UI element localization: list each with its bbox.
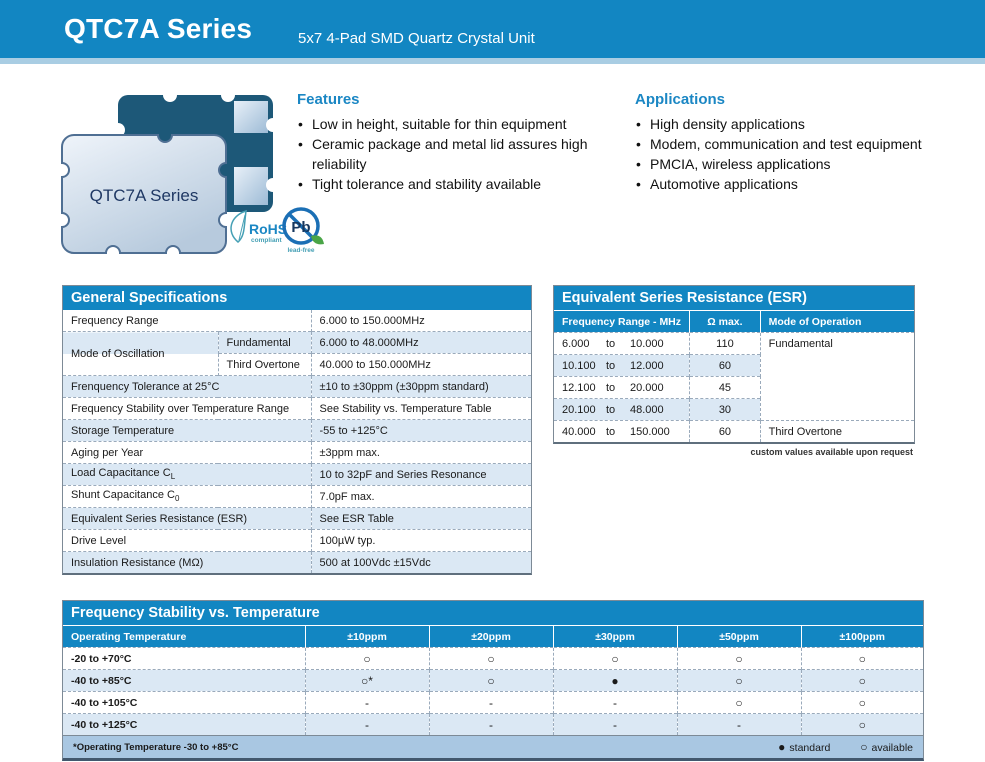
availability-mark: - [553, 692, 677, 714]
legend-available: ○ available [860, 740, 913, 754]
table-row [63, 670, 923, 692]
table-row [63, 486, 531, 508]
availability-mark: ○ [677, 692, 801, 714]
chip-front [62, 135, 226, 253]
table-row [63, 552, 531, 574]
esr-range: 40.000 to 150.000 [554, 421, 690, 443]
table-header-row [63, 626, 923, 648]
availability-mark: ● [553, 670, 677, 692]
esr-ohm: 30 [690, 399, 760, 421]
temp-range: -40 to +85°C [63, 670, 305, 692]
table-row [63, 692, 923, 714]
availability-mark: ○ [677, 648, 801, 670]
spec-sublabel: Fundamental [218, 332, 311, 354]
table-row [63, 310, 531, 332]
features-heading: Features [297, 91, 360, 108]
esr-table [553, 285, 915, 444]
availability-mark: ○ [801, 692, 923, 714]
leaf-icon [231, 211, 246, 242]
spec-label: Frequency Stability over Temperature Range [63, 398, 311, 420]
availability-mark: - [553, 714, 677, 736]
table-row [63, 464, 531, 486]
spec-label: Aging per Year [63, 442, 311, 464]
rohs-text: RoHS [249, 221, 288, 237]
lead-free-text: lead-free [287, 247, 315, 254]
spec-label: Frenquency Tolerance at 25°C [63, 376, 311, 398]
stability-grid [63, 626, 923, 735]
column-header: ±50ppm [677, 626, 801, 648]
leaf-icon [311, 235, 324, 244]
spec-value: 6.000 to 150.000MHz [311, 310, 531, 332]
table-row [63, 376, 531, 398]
temp-range: -40 to +125°C [63, 714, 305, 736]
table-row [554, 333, 914, 355]
spec-label: Shunt Capacitance $C_0$ [63, 486, 311, 508]
esr-ohm: 60 [690, 421, 760, 443]
spec-label: Mode of Oscillation [63, 332, 218, 376]
applications-section [635, 91, 983, 194]
pb-symbol: Pb [291, 219, 311, 236]
esr-range: 12.100 to 20.000 [554, 377, 690, 399]
esr-mode: Third Overtone [760, 421, 914, 443]
availability-mark: ○ [305, 648, 429, 670]
table-row [63, 332, 531, 354]
table-row [63, 648, 923, 670]
availability-mark: ○ [429, 670, 553, 692]
table-title: Equivalent Series Resistance (ESR) [554, 286, 914, 311]
spec-value: See Stability vs. Temperature Table [311, 398, 531, 420]
table-row [554, 421, 914, 443]
features-list [297, 114, 617, 194]
table-row [63, 508, 531, 530]
table-row [63, 398, 531, 420]
application-item: • PMCIA, wireless applications [635, 154, 983, 174]
application-item: • High density applications [635, 114, 983, 134]
availability-mark: ○ [801, 670, 923, 692]
esr-range: 6.000 to 10.000 [554, 333, 690, 355]
spec-label: Insulation Resistance (MΩ) [63, 552, 311, 574]
availability-mark: ○ [677, 670, 801, 692]
table-row [63, 530, 531, 552]
page-title: QTC7A Series [64, 13, 253, 44]
rohs-logo [231, 211, 287, 244]
availability-mark: ○ [553, 648, 677, 670]
table-row [63, 442, 531, 464]
pb-free-icon [284, 209, 324, 254]
table-row [63, 420, 531, 442]
application-item: • Modem, communication and test equipment [635, 134, 983, 154]
temp-range: -20 to +70°C [63, 648, 305, 670]
rohs-compliant-text: compliant [251, 237, 282, 244]
availability-mark: ○* [305, 670, 429, 692]
spec-value: See ESR Table [311, 508, 531, 530]
column-header: Frequency Range - MHz [554, 311, 690, 333]
spec-label: Equivalent Series Resistance (ESR) [63, 508, 311, 530]
spec-value: 10 to 32pF and Series Resonance [311, 464, 531, 486]
stability-table [62, 600, 924, 761]
column-header: Mode of Operation [760, 311, 914, 333]
availability-mark: - [429, 714, 553, 736]
column-header: Ω max. [690, 311, 760, 333]
chip-label: QTC7A Series [89, 186, 199, 205]
table-row [63, 714, 923, 736]
availability-mark: - [305, 692, 429, 714]
spec-value: 100µW typ. [311, 530, 531, 552]
spec-value: 40.000 to 150.000MHz [311, 354, 531, 376]
table-header-row [554, 311, 914, 333]
general-specs-table [62, 285, 532, 575]
feature-item: • Low in height, suitable for thin equipment [297, 114, 617, 134]
table-title: Frequency Stability vs. Temperature [63, 601, 923, 626]
open-circle-icon: ○ [860, 740, 868, 754]
legend-standard: ● standard [778, 740, 831, 754]
spec-label: Load Capacitance $C_L$ [63, 464, 311, 486]
stability-footer [63, 735, 923, 758]
column-header: Operating Temperature [63, 626, 305, 648]
spec-value: 7.0pF max. [311, 486, 531, 508]
availability-mark: - [677, 714, 801, 736]
esr-range: 10.100 to 12.000 [554, 355, 690, 377]
spec-label: Frequency Range [71, 314, 159, 327]
spec-label: Drive Level [63, 530, 311, 552]
stability-footnote: *Operating Temperature -30 to +85°C [73, 741, 239, 753]
general-specs-grid [63, 310, 531, 573]
temp-range: -40 to +105°C [63, 692, 305, 714]
availability-mark: ○ [801, 648, 923, 670]
spec-value: ±3ppm max. [311, 442, 531, 464]
feature-item: • Tight tolerance and stability available [297, 174, 617, 194]
applications-list [635, 114, 983, 194]
column-header: ±20ppm [429, 626, 553, 648]
availability-mark: - [305, 714, 429, 736]
applications-heading: Applications [635, 91, 726, 108]
availability-mark: - [429, 692, 553, 714]
filled-circle-icon: ● [778, 740, 786, 754]
stability-legend [778, 740, 913, 754]
spec-value: -55 to +125°C [311, 420, 531, 442]
spec-value: 6.000 to 48.000MHz [311, 332, 531, 354]
header-accent-strip [0, 58, 985, 64]
application-item: • Automotive applications [635, 174, 983, 194]
esr-ohm: 110 [690, 333, 760, 355]
spec-label: Storage Temperature [63, 420, 311, 442]
esr-range: 20.100 to 48.000 [554, 399, 690, 421]
spec-sublabel: Third Overtone [218, 354, 311, 376]
availability-mark: ○ [429, 648, 553, 670]
feature-item: • Ceramic package and metal lid assures high reliability [297, 134, 617, 174]
esr-note: custom values available upon request [750, 447, 913, 457]
features-section [297, 91, 617, 194]
table-title: General Specifications [63, 286, 531, 310]
availability-mark: ○ [801, 714, 923, 736]
spec-value: ±10 to ±30ppm (±30ppm standard) [311, 376, 531, 398]
page-subtitle: 5x7 4-Pad SMD Quartz Crystal Unit [298, 30, 535, 47]
esr-ohm: 60 [690, 355, 760, 377]
spec-value: 500 at 100Vdc ±15Vdc [311, 552, 531, 574]
esr-ohm: 45 [690, 377, 760, 399]
column-header: ±10ppm [305, 626, 429, 648]
esr-grid [554, 311, 914, 442]
column-header: ±100ppm [801, 626, 923, 648]
column-header: ±30ppm [553, 626, 677, 648]
esr-mode: Fundamental [760, 333, 914, 421]
